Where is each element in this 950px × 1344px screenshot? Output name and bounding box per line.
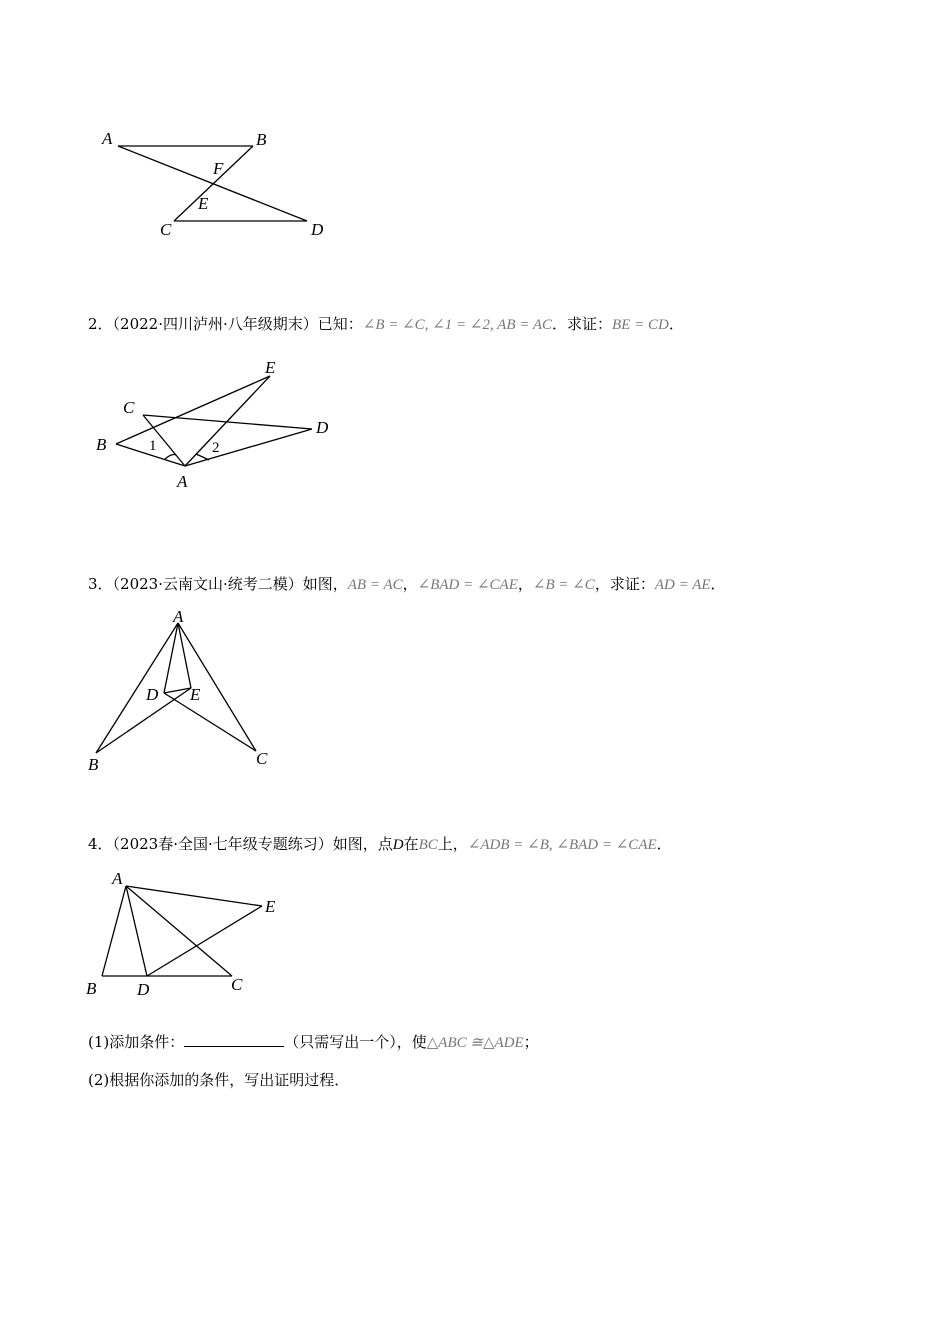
question-3-source: （2023·云南文山·统考二模）如图， [112,575,348,593]
question-3-number: 3． [88,575,113,593]
part-1-congruence: △ABC ≅△ADE [426,1035,524,1051]
label-a: A [177,472,188,491]
part-1-end: ； [523,1033,539,1051]
part-2 [88,1070,349,1090]
question-2-prove-label: ．求证： [552,315,613,333]
question-3-condition-1: AB = AC [347,577,403,593]
question-3-condition-2: ∠BAD = ∠CAE [417,577,518,593]
question-2-number: 2． [88,315,113,333]
question-4-end: ． [656,835,672,853]
question-4-condition: ∠ADB = ∠B, ∠BAD = ∠CAE [467,837,657,853]
question-3-prove-label: ，求证： [594,575,655,593]
label-e: E [265,897,276,916]
question-3-goal: AD = AE [654,577,711,593]
segment-ab [102,886,126,976]
label-d: D [316,418,329,437]
question-2-source: （2022·四川泸州·八年级期末）已知： [112,315,363,333]
label-c: C [231,975,243,994]
label-b: B [86,979,97,998]
label-e: E [198,194,209,213]
label-d: D [137,980,150,999]
segment-ad [126,886,147,976]
label-a: A [102,129,113,148]
question-2-condition: ∠B = ∠C, ∠1 = ∠2, AB = AC [362,317,553,333]
label-angle-2: 2 [212,440,220,456]
question-2-goal: BE = CD [612,317,669,333]
question-3-sep-1: ， [402,575,418,593]
part-1 [88,1032,539,1053]
label-d: D [146,685,159,704]
question-3-end: ． [710,575,726,593]
label-d: D [311,220,324,239]
label-a: A [173,607,184,626]
label-c: C [123,398,135,417]
question-2-end: ． [668,315,684,333]
question-4-source: （2023春·全国·七年级专题练习）如图，点 [112,835,393,853]
label-a: A [112,869,123,888]
label-b: B [88,755,99,774]
part-1-note: （只需写出一个），使 [284,1033,427,1051]
label-angle-1: 1 [149,438,157,454]
question-4-point: D [392,837,404,853]
question-3-condition-3: ∠B = ∠C [532,577,595,593]
label-e: E [265,358,276,377]
part-2-text: (2)根据你添加的条件，写出证明过程． [88,1071,350,1089]
answer-blank[interactable] [184,1032,284,1047]
question-4-shang: 上， [437,835,468,853]
label-b: B [256,130,267,149]
label-b: B [96,435,107,454]
question-4-segment: BC [418,837,438,853]
question-4-number: 4． [88,835,113,853]
label-c: C [256,749,268,768]
label-f: F [213,159,224,178]
question-4-on: 在 [403,835,419,853]
label-e: E [190,685,201,704]
part-1-prefix: (1)添加条件： [88,1033,185,1051]
segment-de [147,906,262,976]
label-c: C [160,220,172,239]
question-3-sep-2: ， [517,575,533,593]
